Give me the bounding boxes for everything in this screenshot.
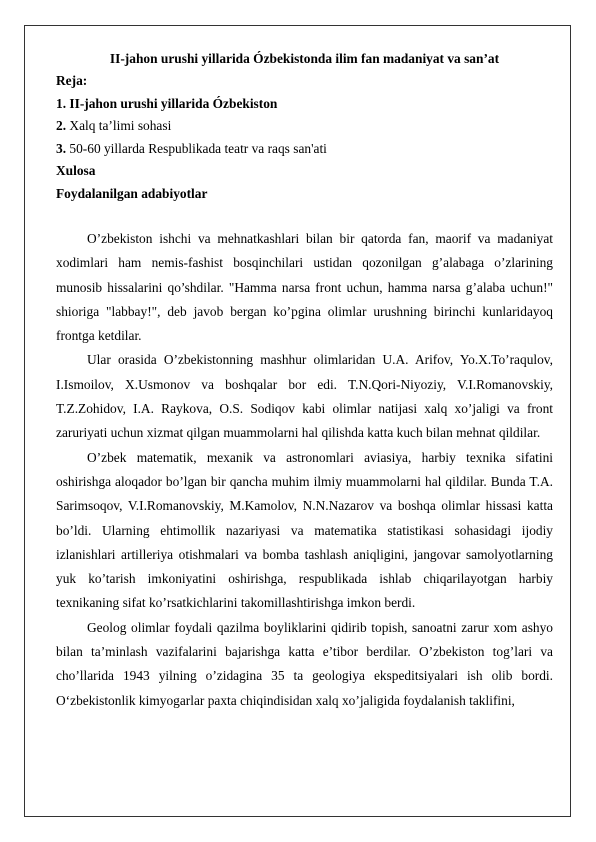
section-gap: [56, 205, 553, 227]
plan-item-number: 2.: [56, 118, 67, 133]
body-paragraph-2: Ular orasida O’zbekistonning mashhur olimlaridan U.A. Arifov, Yo.X.To’raqulov, I.Ismoilov, X.Usmonov va boshqalar bor edi. T.N.Qori-Niyoziy, V.I.Romanovskiy, T.Z.Zohidov, I.A. Raykova, O.S. Sodiqov kabi olimlar natijasi xalq xo’jaligi va front zaruriyati uchun xizmat qilgan muammolarni hal qilishda katta kuch bilan mehnat qildilar.: [56, 352, 553, 441]
plan-references: Foydalanilgan adabiyotlar: [56, 185, 208, 201]
document-body: [56, 48, 553, 713]
plan-item-text: II-jahon urushi yillarida Ózbekiston: [66, 95, 278, 111]
plan-heading: Reja:: [56, 73, 88, 88]
plan-item-text: 50-60 yillarda Respublikada teatr va raqs san'ati: [66, 140, 327, 156]
plan-item-2: [56, 115, 553, 138]
document-title: II-jahon urushi yillarida Ózbekistonda ilim fan madaniyat va san’at: [109, 51, 500, 66]
plan-item-number: 1.: [56, 95, 67, 111]
body-paragraph-1: O’zbekiston ishchi va mehnatkashlari bilan bir qatorda fan, maorif va madaniyat xodimlari ham nemis-fashist bosqinchilari ustidan qozonilgan g’alabaga o’zlarining munosib hissalarini qo’shdilar. "Hamma narsa front uchun, hamma narsa g’alaba uchun!" shioriga "labbay!", deb javob bergan ko’pgina olimlar urushning birinchi kunlaridayoq frontga ketdilar.: [56, 231, 553, 344]
plan-conclusion: Xulosa: [56, 163, 96, 178]
plan-item-number: 3.: [56, 140, 67, 156]
plan-section: [56, 70, 553, 205]
body-paragraph-3: O’zbek matematik, mexanik va astronomlari aviasiya, harbiy texnika sifatini oshirishga aloqador bo’lgan bir qancha muhim ilmiy muammolarni hal qildilar. Bunda T.A. Sarimsoqov, V.I.Romanovskiy, M.Kamolov, N.N.Nazarov va boshqa olimlar hissasi katta bo’ldi. Ularning ehtimollik nazariyasi va matematika statistikasi sohasidagi ijodiy izlanishlari artilleriya otishmalari va bomba tashlash aniqligini, jangovar samolyotlarning yuk ko’tarish imkoniyatini oshirishga, respublikada ishlab chiqarilayotgan harbiy texnikaning sifat ko’rsatkichlarini takomillashtirishga imkon berdi.: [56, 449, 553, 611]
body-paragraph-4: Geolog olimlar foydali qazilma boyliklarini qidirib topish, sanoatni zarur xom ashyo bilan ta’minlash vazifalarini bajarishga katta e’tibor berdilar. O’zbekiston tog’lari va cho’llarida 1943 yilning o’zidagina 35 ta geologiya ekspeditsiyalari ish olib bordi. O‘zbekistonlik kimyogarlar paxta chiqindisidan xalq xo’jaligida foydalanish taklifini,: [56, 619, 553, 708]
plan-item-1: [56, 93, 553, 116]
plan-item-text: Xalq ta’limi sohasi: [66, 118, 172, 133]
plan-item-3: [56, 138, 553, 161]
